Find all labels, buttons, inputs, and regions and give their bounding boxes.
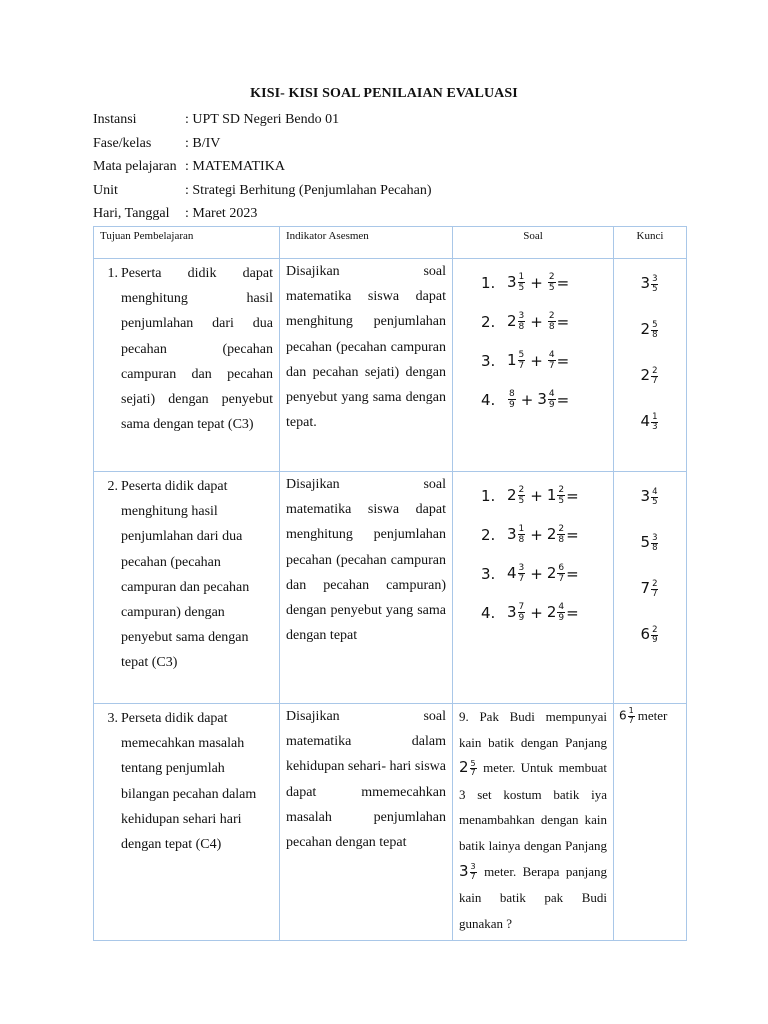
key-fraction (651, 626, 658, 645)
key-denominator: 8 (652, 543, 658, 554)
operand-denominator: 8 (518, 322, 525, 332)
operand-denominator: 5 (558, 496, 565, 506)
story-text-2: meter. Untuk membuat 3 set kostum batik iya menambahkan dengan kain batik lainya dengan Panjang (459, 760, 607, 853)
meta-block (93, 108, 432, 226)
operand-numerator: 3 (518, 563, 525, 573)
key-fraction (651, 367, 658, 386)
document-title: KISI- KISI SOAL PENILAIAN EVALUASI (250, 86, 518, 101)
key-mixed-number (641, 320, 660, 341)
key-mixed-number (641, 533, 660, 554)
question-item (481, 515, 613, 554)
operand-mixed-number (507, 602, 526, 623)
operand-whole: 2 (546, 525, 557, 543)
table-row (94, 259, 687, 472)
question-item (481, 593, 613, 632)
indicator-first-right: soal (423, 264, 446, 279)
answer-key (614, 520, 686, 566)
operand-numerator: 7 (518, 602, 525, 612)
answer-cell (614, 704, 687, 941)
question-number: 1. (481, 273, 496, 292)
operand-whole: 2 (546, 603, 557, 621)
question-list (453, 472, 613, 632)
operand-whole: 3 (507, 273, 517, 291)
story-cell (453, 704, 614, 941)
story-whole: 3 (459, 861, 469, 880)
questions-cell (453, 472, 614, 704)
answer-unit: meter (637, 707, 668, 723)
table-header-row (94, 227, 687, 259)
plus-sign: + (530, 312, 543, 331)
question-number: 2. (481, 312, 496, 331)
operand-whole: 2 (507, 312, 517, 330)
equals-sign: = (566, 525, 579, 544)
assessment-table (93, 226, 687, 941)
key-denominator: 8 (652, 330, 658, 341)
operand-whole: 1 (507, 351, 517, 369)
meta-row-mapel (93, 155, 432, 179)
story-numerator: 5 (470, 758, 476, 768)
operand-fraction (518, 602, 526, 623)
operand-denominator: 9 (518, 613, 525, 623)
key-fraction (651, 413, 658, 432)
operand-fraction (557, 563, 565, 584)
question-item (481, 302, 613, 341)
key-denominator: 7 (652, 376, 658, 387)
operand-numerator: 1 (518, 272, 525, 282)
key-numerator: 5 (652, 320, 658, 331)
meta-value: : MATEMATIKA (185, 159, 285, 174)
story-mixed-number (459, 758, 478, 778)
plus-sign: + (530, 273, 543, 292)
equals-sign: = (556, 351, 570, 370)
operand-numerator: 2 (548, 311, 555, 321)
header-soal: Soal (453, 227, 614, 259)
key-numerator: 2 (652, 579, 658, 590)
key-fraction (651, 321, 658, 340)
key-list (614, 259, 686, 445)
meta-key: Instansi (93, 112, 137, 127)
operand-mixed-number (547, 524, 566, 545)
operand-denominator: 8 (518, 535, 525, 545)
operand-fraction (548, 311, 556, 332)
answer-key (614, 399, 686, 445)
key-denominator: 9 (652, 635, 658, 646)
operand-denominator: 9 (558, 613, 565, 623)
equals-sign: = (556, 273, 570, 292)
operand-mixed-number (507, 389, 517, 410)
operand-mixed-number (507, 563, 526, 584)
answer-value (614, 704, 686, 725)
plus-sign: + (520, 390, 534, 409)
operand-numerator: 8 (509, 389, 515, 399)
operand-fraction (518, 563, 526, 584)
operand-mixed-number (537, 389, 556, 410)
operand-fraction (548, 389, 556, 410)
header-indikator: Indikator Asesmen (280, 227, 453, 259)
operand-whole: 4 (507, 564, 517, 582)
story-denominator: 7 (470, 768, 476, 778)
operand-denominator: 7 (518, 361, 525, 371)
key-mixed-number (641, 274, 660, 295)
operand-denominator: 5 (518, 283, 525, 293)
key-whole: 5 (640, 532, 651, 551)
key-mixed-number (641, 625, 660, 646)
key-fraction (651, 534, 658, 553)
operand-whole: 3 (537, 390, 547, 408)
indicator-cell (280, 472, 453, 704)
operand-mixed-number (547, 350, 557, 371)
question-number: 2. (481, 525, 496, 544)
meta-value: : Maret 2023 (185, 206, 258, 221)
operand-whole: 2 (546, 564, 557, 582)
table-row (94, 472, 687, 704)
operand-denominator: 9 (548, 400, 555, 410)
key-numerator: 3 (652, 533, 658, 544)
objective-text: Peserta didik dapat menghitung hasil penjumlahan dari dua pecahan (pecahan campuran dan pecahan campuran) dengan penyebut sama dengan tepat (C3) (121, 479, 250, 671)
answer-fraction (628, 707, 635, 725)
meta-value: : Strategi Berhitung (Penjumlahan Pecahan) (185, 182, 432, 198)
operand-fraction (508, 389, 516, 410)
indicator-first-right: soal (423, 477, 446, 492)
story-mixed-number (459, 861, 478, 881)
story-fraction (470, 760, 477, 778)
objective-cell (94, 259, 280, 472)
indicator-cell (280, 259, 453, 472)
operand-fraction (518, 350, 526, 371)
equals-sign: = (566, 603, 579, 622)
question-item (481, 476, 613, 515)
operand-whole: 1 (546, 486, 557, 504)
meta-row-tanggal (93, 202, 432, 226)
equals-sign: = (566, 486, 579, 505)
indicator-cell (280, 704, 453, 941)
objective-text: Perseta didik dapat memecahkan masalah tentang penjumlah bilangan pecahan dalam kehidupan sehari hari dengan tepat (C4) (121, 711, 257, 853)
question-item (481, 341, 613, 380)
question-list (453, 259, 613, 419)
operand-denominator: 7 (558, 574, 565, 584)
key-whole: 6 (640, 624, 651, 643)
operand-fraction (518, 311, 526, 332)
indicator-text: matematika siswa dapat menghitung penjumlahan pecahan (pecahan campuran dan pecahan sejati) dengan penyebut yang sama dengan tepat. (286, 289, 446, 431)
plus-sign: + (530, 351, 543, 370)
question-number: 4. (481, 603, 496, 622)
meta-value: : UPT SD Negeri Bendo 01 (185, 112, 340, 127)
meta-row-fase (93, 132, 432, 156)
meta-row-unit (93, 179, 432, 203)
operand-whole: 2 (507, 486, 517, 504)
key-denominator: 3 (652, 422, 658, 433)
answer-key (614, 612, 686, 658)
objective-number: 2. (107, 479, 118, 494)
key-whole: 7 (640, 578, 651, 597)
key-whole: 2 (640, 319, 651, 338)
indicator-first: Disajikan (286, 264, 340, 279)
operand-numerator: 4 (548, 389, 555, 399)
operand-numerator: 2 (558, 524, 565, 534)
key-whole: 2 (640, 365, 651, 384)
story-problem (453, 704, 613, 936)
indicator-first-right: soal (423, 709, 446, 724)
operand-mixed-number (507, 485, 526, 506)
key-numerator: 1 (652, 412, 658, 423)
operand-denominator: 8 (558, 535, 565, 545)
plus-sign: + (530, 525, 543, 544)
operand-numerator: 6 (558, 563, 565, 573)
question-number: 3. (481, 351, 496, 370)
meta-key: Hari, Tanggal (93, 206, 170, 221)
key-numerator: 2 (652, 625, 658, 636)
operand-denominator: 5 (548, 283, 555, 293)
operand-mixed-number (547, 311, 557, 332)
key-numerator: 4 (652, 487, 658, 498)
question-item (481, 263, 613, 302)
operand-mixed-number (507, 311, 526, 332)
operand-fraction (557, 524, 565, 545)
operand-mixed-number (507, 524, 526, 545)
key-fraction (651, 488, 658, 507)
operand-whole: 3 (507, 603, 517, 621)
meta-key: Fase/kelas (93, 135, 152, 151)
operand-numerator: 1 (518, 524, 525, 534)
objective-number: 3. (107, 711, 118, 726)
keys-cell (614, 472, 687, 704)
operand-fraction (518, 272, 526, 293)
equals-sign: = (556, 312, 570, 331)
key-mixed-number (641, 366, 660, 387)
story-fraction-2 (459, 861, 478, 881)
objective-cell (94, 704, 280, 941)
key-mixed-number (641, 487, 660, 508)
question-number: 3. (481, 564, 496, 583)
key-denominator: 7 (652, 589, 658, 600)
operand-fraction (518, 524, 526, 545)
operand-fraction (557, 602, 565, 623)
plus-sign: + (530, 603, 543, 622)
equals-sign: = (556, 390, 570, 409)
operand-mixed-number (547, 563, 566, 584)
question-item (481, 380, 613, 419)
answer-whole: 6 (619, 708, 627, 723)
story-whole: 2 (459, 758, 469, 777)
indicator-text: matematika siswa dapat menghitung penjumlahan pecahan (pecahan campuran dan pecahan campuran) dengan penyebut yang sama dengan tepat (286, 502, 446, 644)
header-kunci: Kunci (614, 227, 687, 259)
operand-denominator: 9 (509, 400, 515, 410)
operand-fraction (518, 485, 526, 506)
story-denominator: 7 (470, 871, 476, 881)
question-number: 1. (481, 486, 496, 505)
key-fraction (651, 275, 658, 294)
operand-mixed-number (507, 350, 526, 371)
operand-denominator: 8 (548, 322, 555, 332)
story-fraction-1 (459, 758, 478, 778)
questions-cell (453, 259, 614, 472)
key-list (614, 472, 686, 658)
operand-denominator: 7 (548, 361, 555, 371)
story-fraction (470, 863, 477, 881)
header-tujuan: Tujuan Pembelajaran (94, 227, 280, 259)
operand-numerator: 3 (518, 311, 525, 321)
operand-mixed-number (547, 485, 566, 506)
operand-numerator: 2 (558, 485, 565, 495)
objective-cell (94, 472, 280, 704)
key-denominator: 5 (652, 284, 658, 295)
operand-numerator: 4 (558, 602, 565, 612)
operand-denominator: 7 (518, 574, 525, 584)
key-whole: 3 (640, 486, 651, 505)
story-text-1: 9. Pak Budi mempunyai kain batik dengan Panjang (459, 709, 607, 750)
operand-fraction (557, 485, 565, 506)
answer-denominator: 7 (628, 715, 634, 725)
operand-numerator: 5 (518, 350, 525, 360)
indicator-first: Disajikan (286, 477, 340, 492)
key-mixed-number (641, 412, 660, 433)
operand-mixed-number (547, 272, 557, 293)
objective-number: 1. (107, 266, 118, 281)
operand-fraction (548, 272, 556, 293)
key-denominator: 5 (652, 497, 658, 508)
key-fraction (651, 580, 658, 599)
plus-sign: + (530, 486, 543, 505)
indicator-first: Disajikan (286, 709, 340, 724)
operand-mixed-number (507, 272, 526, 293)
objective-text: Peserta didik dapat menghitung hasil penjumlahan dari dua pecahan (pecahan campuran dan pecahan sejati) dengan penyebut sama dengan tepat (C3) (121, 266, 273, 433)
story-numerator: 3 (470, 862, 476, 872)
operand-mixed-number (547, 602, 566, 623)
table-row (94, 704, 687, 941)
key-mixed-number (641, 579, 660, 600)
plus-sign: + (530, 564, 543, 583)
meta-key: Unit (93, 182, 118, 198)
key-whole: 4 (640, 411, 651, 430)
answer-key (614, 353, 686, 399)
meta-value: : B/IV (185, 135, 221, 151)
operand-fraction (548, 350, 556, 371)
equals-sign: = (566, 564, 579, 583)
answer-key (614, 307, 686, 353)
key-numerator: 2 (652, 366, 658, 377)
question-item (481, 554, 613, 593)
key-numerator: 3 (652, 274, 658, 285)
operand-numerator: 4 (548, 350, 555, 360)
story-text-3: meter. Berapa panjang kain batik pak Budi gunakan ? (459, 863, 607, 931)
meta-key: Mata pelajaran (93, 159, 177, 174)
operand-denominator: 5 (518, 496, 525, 506)
operand-numerator: 2 (548, 272, 555, 282)
answer-key (614, 261, 686, 307)
keys-cell (614, 259, 687, 472)
answer-numerator: 1 (628, 706, 634, 715)
operand-numerator: 2 (518, 485, 525, 495)
operand-whole: 3 (507, 525, 517, 543)
question-number: 4. (481, 390, 496, 409)
indicator-text: matematika dalam kehidupan sehari- hari siswa dapat mmemecahkan masalah penjumlahan pecahan dengan tepat (286, 734, 446, 851)
answer-key (614, 474, 686, 520)
key-whole: 3 (640, 273, 651, 292)
answer-key (614, 566, 686, 612)
meta-row-instansi (93, 108, 432, 132)
